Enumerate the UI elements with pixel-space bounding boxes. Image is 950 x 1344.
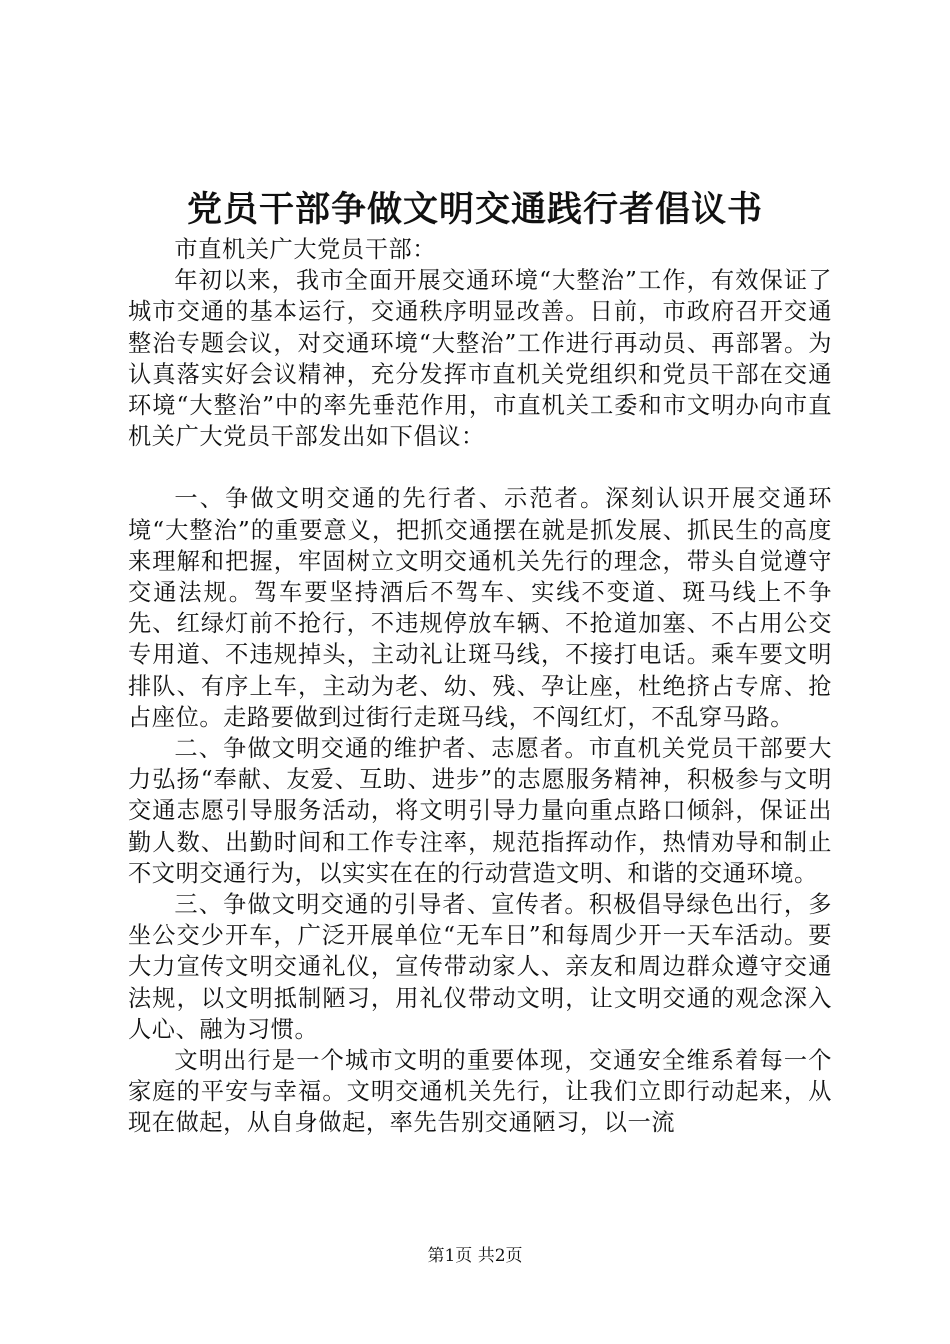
paragraph-item-2: 二、争做文明交通的维护者、志愿者。市直机关党员干部要大力弘扬“奉献、友爱、互助、进步”的志愿服务精神，积极参与文明交通志愿引导服务活动，将文明引导力量向重点路口倾斜，保证出勤人数、出勤时间和工作专注率，规范指挥动作，热情劝导和制止不文明交通行为，以实实在在的行动营造文明、和谐的交通环境。 (128, 735, 832, 887)
paragraph-intro: 年初以来，我市全面开展交通环境“大整治”工作，有效保证了城市交通的基本运行，交通秩序明显改善。日前，市政府召开交通整治专题会议，对交通环境“大整治”工作进行再动员、再部署。为认真落实好会议精神，充分发挥市直机关党组织和党员干部在交通环境“大整治”中的率先垂范作用，市直机关工委和市文明办向市直机关广大党员干部发出如下倡议： (128, 267, 832, 451)
document-title: 党员干部争做文明交通践行者倡议书 (186, 190, 763, 230)
page-number: 第1页 共2页 (427, 1246, 523, 1266)
salutation: 市直机关广大党员干部： (174, 236, 437, 263)
paragraph-spacer (128, 452, 832, 483)
paragraph-closing: 文明出行是一个城市文明的重要体现，交通安全维系着每一个家庭的平安与幸福。文明交通机关先行，让我们立即行动起来，从现在做起，从自身做起，率先告别交通陋习，以一流 (128, 1047, 832, 1137)
document-body (128, 234, 832, 1139)
paragraph-item-3: 三、争做文明交通的引导者、宣传者。积极倡导绿色出行，多坐公交少开车，广泛开展单位“无车日”和每周少开一天车活动。要大力宣传文明交通礼仪，宣传带动家人、亲友和周边群众遵守交通法规，以文明抵制陋习，用礼仪带动文明，让文明交通的观念深入人心、融为习惯。 (128, 891, 832, 1043)
paragraph-item-1: 一、争做文明交通的先行者、示范者。深刻认识开展交通环境“大整治”的重要意义，把抓交通摆在就是抓发展、抓民生的高度来理解和把握，牢固树立文明交通机关先行的理念，带头自觉遵守交通法规。驾车要坚持酒后不驾车、实线不变道、斑马线上不争先、红绿灯前不抢行，不违规停放车辆、不抢道加塞、不占用公交专用道、不违规掉头，主动礼让斑马线，不接打电话。乘车要文明排队、有序上车，主动为老、幼、残、孕让座，杜绝挤占专席、抢占座位。走路要做到过街行走斑马线，不闯红灯，不乱穿马路。 (128, 485, 832, 731)
